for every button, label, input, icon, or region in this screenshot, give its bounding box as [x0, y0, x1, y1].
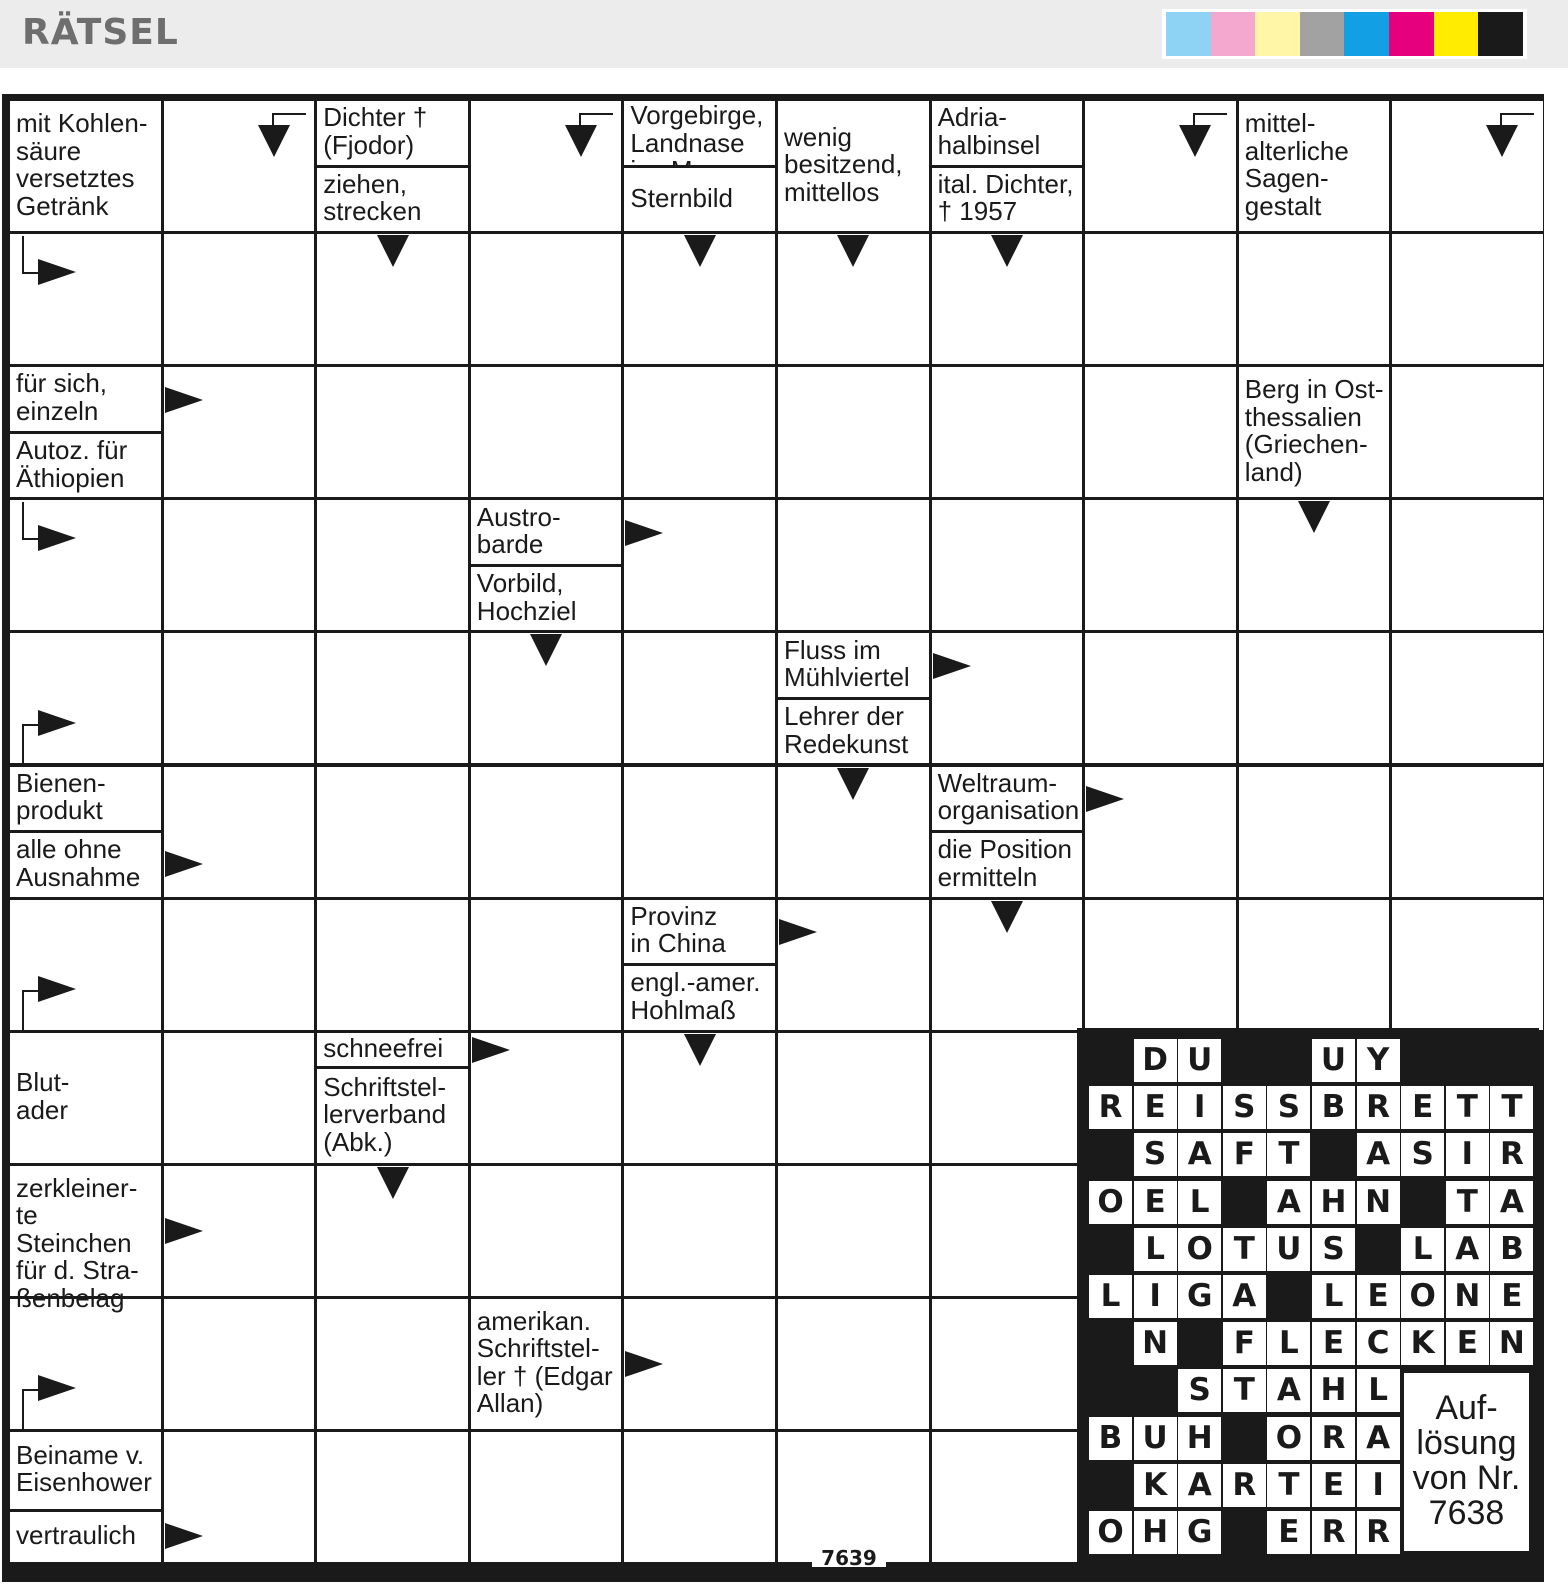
bent-arrow-down-icon	[258, 125, 290, 157]
puzzle-number: 7639	[812, 1541, 886, 1567]
solution-letter: S	[1178, 1369, 1221, 1412]
solution-letter: B	[1312, 1086, 1355, 1129]
answer-cell[interactable]	[164, 1033, 315, 1163]
color-swatch	[1255, 12, 1300, 56]
clue-cell	[471, 1299, 622, 1429]
answer-cell[interactable]	[778, 1166, 929, 1296]
answer-cell[interactable]	[778, 1299, 929, 1429]
answer-cell[interactable]	[317, 633, 468, 763]
solution-letter: T	[1446, 1086, 1489, 1129]
bent-arrow-line	[1500, 113, 1534, 125]
page-title: RÄTSEL	[22, 12, 179, 53]
answer-cell[interactable]	[1392, 234, 1543, 364]
solution-letter: E	[1134, 1086, 1177, 1129]
clue-text: schneefrei	[323, 1032, 444, 1063]
clue-cell	[10, 1033, 161, 1163]
solution-letter: A	[1267, 1369, 1310, 1412]
answer-cell[interactable]	[317, 367, 468, 497]
answer-cell[interactable]	[1085, 900, 1236, 1030]
solution-letter: G	[1178, 1275, 1221, 1318]
solution-letter: L	[1267, 1322, 1310, 1365]
solution-letter: I	[1357, 1464, 1400, 1507]
solution-letter: A	[1446, 1228, 1489, 1271]
clue-cell	[317, 101, 468, 165]
answer-cell[interactable]	[1392, 500, 1543, 630]
bent-arrow-down-icon	[1179, 125, 1211, 157]
bent-arrow-line	[22, 236, 38, 274]
solution-letter: B	[1089, 1417, 1132, 1460]
clue-cell	[624, 900, 775, 964]
answer-cell[interactable]	[778, 367, 929, 497]
solution-letter: A	[1178, 1464, 1221, 1507]
answer-cell[interactable]	[932, 1432, 1083, 1562]
solution-letter: L	[1134, 1228, 1177, 1271]
clue-text: alle ohne Ausnahme	[16, 834, 141, 892]
solution-letter: T	[1267, 1464, 1310, 1507]
color-swatch	[1166, 12, 1211, 56]
solution-letter: O	[1267, 1417, 1310, 1460]
answer-cell[interactable]	[1239, 900, 1390, 1030]
answer-cell[interactable]	[471, 767, 622, 897]
answer-cell[interactable]	[932, 500, 1083, 630]
color-swatch	[1344, 12, 1389, 56]
answer-cell[interactable]	[624, 767, 775, 897]
bent-arrow-line	[1193, 113, 1227, 125]
solution-letter: O	[1089, 1181, 1132, 1224]
answer-cell[interactable]	[164, 1299, 315, 1429]
clue-cell	[778, 700, 929, 764]
solution-letter: K	[1134, 1464, 1177, 1507]
solution-letter: E	[1490, 1275, 1533, 1318]
clue-text: amerikan. Schriftstel- ler † (Edgar Allan)	[476, 1305, 613, 1419]
clue-text: zerkleiner- te Steinchen für d. Stra- ßenbelag	[16, 1172, 139, 1313]
bent-arrow-right-icon	[38, 710, 76, 736]
clue-text: Adria- halbinsel	[937, 102, 1041, 160]
solution-letter: R	[1089, 1086, 1132, 1129]
solution-letter: I	[1446, 1133, 1489, 1176]
clue-text: die Position ermitteln	[937, 834, 1073, 892]
solution-letter: R	[1312, 1511, 1355, 1554]
solution-letter: S	[1267, 1086, 1310, 1129]
bent-arrow-line	[22, 502, 38, 540]
solution-letter: Y	[1357, 1039, 1400, 1082]
answer-cell[interactable]	[778, 500, 929, 630]
color-swatch	[1389, 12, 1434, 56]
solution-letter: C	[1357, 1322, 1400, 1365]
clue-text: Schriftstel- lerverband (Abk.)	[323, 1071, 447, 1157]
solution-letter: T	[1490, 1086, 1533, 1129]
answer-cell[interactable]	[1392, 367, 1543, 497]
answer-cell[interactable]	[932, 1166, 1083, 1296]
clue-cell	[1239, 101, 1390, 231]
answer-cell[interactable]	[624, 1432, 775, 1562]
solution-letter: N	[1490, 1322, 1533, 1365]
answer-cell[interactable]	[471, 1432, 622, 1562]
clue-text: Sternbild	[630, 182, 734, 213]
arrow-down-icon	[684, 235, 716, 267]
solution-letter: H	[1134, 1511, 1177, 1554]
solution-letter: F	[1223, 1322, 1266, 1365]
arrow-down-icon	[837, 768, 869, 800]
clue-cell	[778, 633, 929, 697]
answer-cell[interactable]	[471, 367, 622, 497]
clue-text: Dichter † (Fjodor)	[323, 102, 428, 160]
solution-letter: A	[1267, 1181, 1310, 1224]
answer-cell[interactable]	[164, 900, 315, 1030]
arrow-down-icon	[991, 235, 1023, 267]
clue-text: ziehen, strecken	[323, 168, 422, 227]
clue-text: mittel- alterliche Sagen- gestalt	[1244, 108, 1349, 221]
arrow-right-icon	[779, 919, 817, 945]
bent-arrow-down-icon	[1486, 125, 1518, 157]
solution-letter: T	[1446, 1181, 1489, 1224]
solution-letter: R	[1312, 1417, 1355, 1460]
clue-text: Beiname v. Eisenhower	[16, 1439, 152, 1498]
bent-arrow-right-icon	[38, 259, 76, 285]
answer-cell[interactable]	[317, 900, 468, 1030]
solution-letter: E	[1312, 1322, 1355, 1365]
solution-letter: I	[1178, 1086, 1221, 1129]
solution-letter: E	[1134, 1181, 1177, 1224]
bent-arrow-line	[272, 113, 306, 125]
solution-letter: R	[1223, 1464, 1266, 1507]
answer-cell[interactable]	[1239, 234, 1390, 364]
answer-cell[interactable]	[624, 367, 775, 497]
solution-letter: A	[1357, 1133, 1400, 1176]
clue-text: vertraulich	[16, 1520, 136, 1551]
clue-text: ital. Dichter, † 1957	[937, 168, 1074, 227]
clue-cell	[471, 500, 622, 564]
clue-cell	[10, 1432, 161, 1509]
solution-caption: Auf- lösung von Nr. 7638	[1404, 1373, 1529, 1551]
bent-arrow-line	[22, 990, 38, 1030]
arrow-right-icon	[625, 1351, 663, 1377]
solution-letter: T	[1223, 1369, 1266, 1412]
arrow-right-icon	[933, 653, 971, 679]
clue-cell	[624, 168, 775, 232]
answer-cell[interactable]	[317, 1299, 468, 1429]
clue-cell	[932, 767, 1083, 831]
solution-letter: A	[1178, 1133, 1221, 1176]
clue-text: Autoz. für Äthiopien	[16, 435, 128, 493]
clue-text: Weltraum- organisation	[937, 767, 1080, 826]
arrow-down-icon	[377, 235, 409, 267]
answer-cell[interactable]	[624, 1166, 775, 1296]
answer-cell[interactable]	[317, 500, 468, 630]
solution-letter: F	[1223, 1133, 1266, 1176]
solution-letter: S	[1401, 1133, 1444, 1176]
solution-letter: U	[1267, 1228, 1310, 1271]
solution-letter: N	[1446, 1275, 1489, 1318]
bent-arrow-right-icon	[38, 976, 76, 1002]
solution-letter: A	[1357, 1417, 1400, 1460]
answer-cell[interactable]	[778, 1033, 929, 1163]
solution-letter: N	[1357, 1181, 1400, 1224]
solution-letter: O	[1401, 1275, 1444, 1318]
clue-text: Berg in Ost- thessalien (Griechen- land)	[1244, 374, 1384, 487]
answer-cell[interactable]	[164, 234, 315, 364]
arrow-right-icon	[165, 1218, 203, 1244]
solution-letter: U	[1312, 1039, 1355, 1082]
bent-arrow-line	[22, 724, 38, 764]
solution-letter: S	[1312, 1228, 1355, 1271]
solution-letter: L	[1357, 1369, 1400, 1412]
arrow-right-icon	[165, 1523, 203, 1549]
solution-letter: S	[1223, 1086, 1266, 1129]
answer-cell[interactable]	[1085, 633, 1236, 763]
clue-text: für sich, einzeln	[16, 368, 108, 426]
solution-letter: S	[1134, 1133, 1177, 1176]
color-swatch	[1434, 12, 1479, 56]
color-calibration-bar	[1162, 9, 1527, 59]
clue-cell	[1239, 367, 1390, 497]
solution-letter: L	[1089, 1275, 1132, 1318]
color-swatch	[1478, 12, 1523, 56]
clue-cell	[10, 1166, 161, 1313]
answer-cell[interactable]	[164, 500, 315, 630]
solution-letter: L	[1312, 1275, 1355, 1318]
clue-cell	[932, 168, 1083, 232]
solution-letter: R	[1357, 1511, 1400, 1554]
clue-cell	[10, 767, 161, 831]
answer-cell[interactable]	[932, 1299, 1083, 1429]
clue-cell	[10, 1512, 161, 1563]
answer-cell[interactable]	[471, 234, 622, 364]
solution-letter: E	[1401, 1086, 1444, 1129]
bent-arrow-line	[579, 113, 613, 125]
arrow-down-icon	[837, 235, 869, 267]
arrow-right-icon	[165, 387, 203, 413]
clue-cell	[317, 1033, 468, 1067]
clue-cell	[624, 966, 775, 1030]
solution-letter: L	[1178, 1181, 1221, 1224]
bent-arrow-right-icon	[38, 1375, 76, 1401]
clue-cell	[10, 833, 161, 897]
answer-cell[interactable]	[317, 1432, 468, 1562]
answer-cell[interactable]	[624, 633, 775, 763]
solution-letter: E	[1267, 1511, 1310, 1554]
clue-cell	[10, 101, 161, 231]
clue-cell	[778, 101, 929, 231]
clue-cell	[624, 101, 775, 165]
clue-cell	[317, 1069, 468, 1162]
answer-cell[interactable]	[1085, 234, 1236, 364]
answer-cell[interactable]	[1392, 633, 1543, 763]
arrow-down-icon	[530, 634, 562, 666]
answer-cell[interactable]	[1392, 767, 1543, 897]
header-bar	[0, 0, 1568, 68]
clue-cell	[932, 101, 1083, 165]
solution-letter: I	[1134, 1275, 1177, 1318]
answer-cell[interactable]	[1085, 367, 1236, 497]
solution-letter: D	[1134, 1039, 1177, 1082]
arrow-right-icon	[1086, 786, 1124, 812]
solution-letter: R	[1490, 1133, 1533, 1176]
bent-arrow-right-icon	[38, 525, 76, 551]
clue-text: Vorbild, Hochziel	[476, 568, 577, 626]
color-swatch	[1211, 12, 1256, 56]
arrow-down-icon	[991, 901, 1023, 933]
clue-cell	[471, 567, 622, 631]
solution-letter: T	[1267, 1133, 1310, 1176]
bent-arrow-line	[22, 1389, 38, 1429]
solution-letter: R	[1357, 1086, 1400, 1129]
answer-cell[interactable]	[1392, 900, 1543, 1030]
clue-cell	[10, 434, 161, 498]
clue-text: mit Kohlen- säure versetztes Getränk	[16, 108, 148, 221]
answer-cell[interactable]	[1085, 500, 1236, 630]
clue-text: engl.-amer. Hohlmaß	[630, 967, 761, 1025]
color-swatch	[1300, 12, 1345, 56]
solution-letter: G	[1178, 1511, 1221, 1554]
solution-letter: A	[1223, 1275, 1266, 1318]
answer-cell[interactable]	[1239, 767, 1390, 897]
arrow-right-icon	[165, 851, 203, 877]
clue-cell	[932, 833, 1083, 897]
clue-text: Bienen- produkt	[16, 767, 106, 826]
solution-letter: H	[1312, 1369, 1355, 1412]
solution-letter: E	[1357, 1275, 1400, 1318]
answer-cell[interactable]	[164, 633, 315, 763]
solution-letter: B	[1490, 1228, 1533, 1271]
clue-text: Vorgebirge, Landnase	[630, 100, 764, 158]
solution-letter: U	[1134, 1417, 1177, 1460]
clue-text: wenig besitzend, mittellos	[784, 121, 903, 207]
answer-cell[interactable]	[932, 367, 1083, 497]
solution-letter: E	[1312, 1464, 1355, 1507]
answer-cell[interactable]	[317, 767, 468, 897]
arrow-right-icon	[472, 1037, 510, 1063]
solution-letter: E	[1446, 1322, 1489, 1365]
bent-arrow-down-icon	[565, 125, 597, 157]
clue-text: Blut- ader	[16, 1067, 70, 1125]
solution-letter: K	[1401, 1322, 1444, 1365]
answer-cell[interactable]	[932, 1033, 1083, 1163]
clue-cell	[10, 367, 161, 431]
arrow-right-icon	[625, 520, 663, 546]
answer-cell[interactable]	[471, 1166, 622, 1296]
solution-letter: O	[1178, 1228, 1221, 1271]
solution-letter: U	[1178, 1039, 1221, 1082]
clue-cell	[317, 168, 468, 232]
solution-letter: H	[1178, 1417, 1221, 1460]
clue-text: Austro- barde	[476, 501, 561, 560]
clue-text: Fluss im Mühlviertel	[784, 634, 910, 693]
solution-letter: H	[1312, 1181, 1355, 1224]
clue-text: Provinz in China	[630, 900, 726, 959]
answer-cell[interactable]	[1239, 633, 1390, 763]
arrow-down-icon	[377, 1167, 409, 1199]
answer-cell[interactable]	[164, 767, 315, 897]
clue-text: Lehrer der Redekunst	[784, 701, 909, 759]
solution-letter: O	[1089, 1511, 1132, 1554]
arrow-down-icon	[1298, 501, 1330, 533]
solution-letter: N	[1134, 1322, 1177, 1365]
arrow-down-icon	[684, 1034, 716, 1066]
answer-cell[interactable]	[471, 900, 622, 1030]
solution-letter: L	[1401, 1228, 1444, 1271]
solution-letter: A	[1490, 1181, 1533, 1224]
solution-letter: T	[1223, 1228, 1266, 1271]
